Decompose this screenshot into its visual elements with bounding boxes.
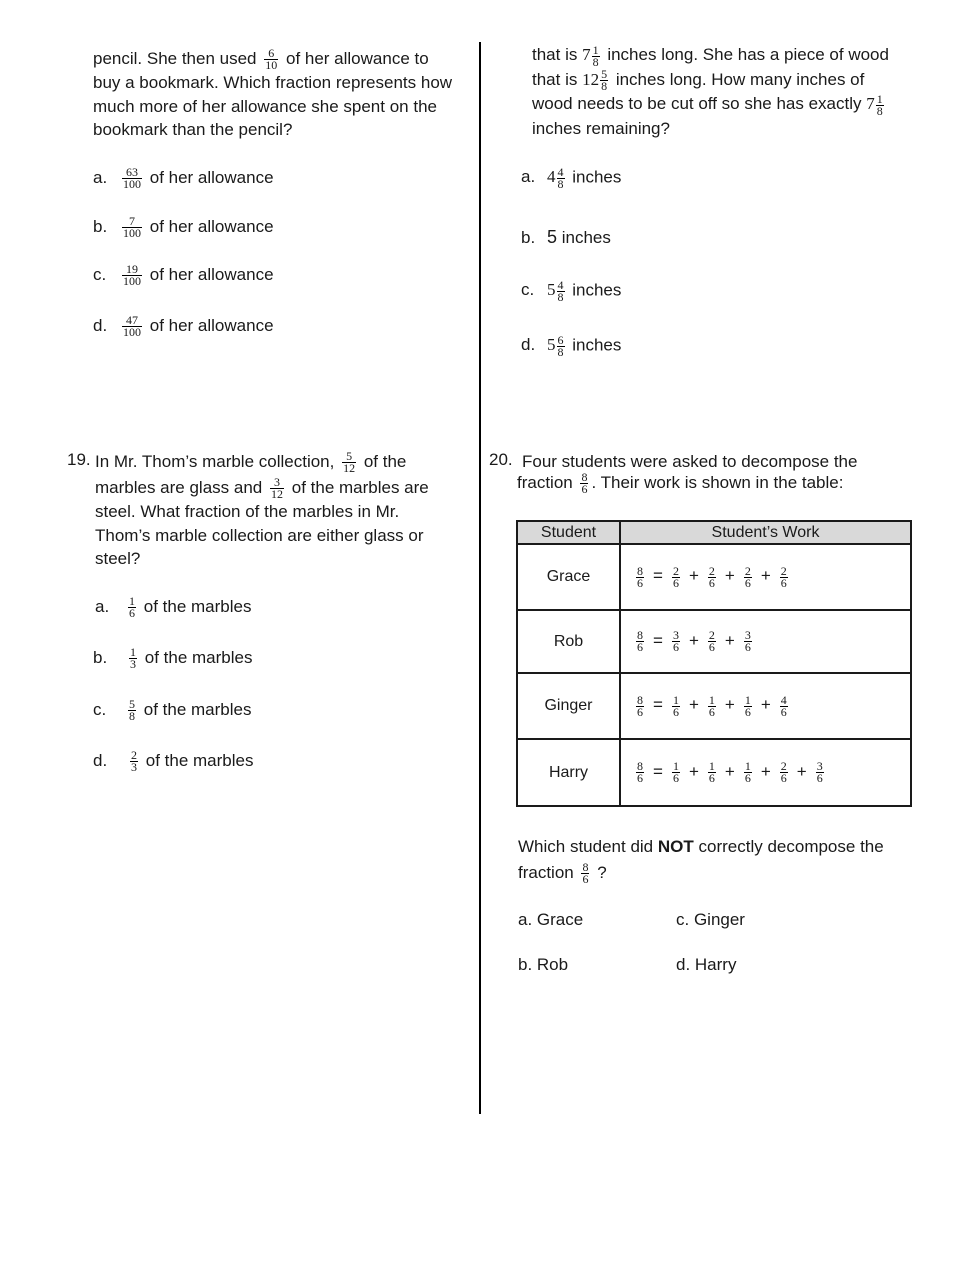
q18a-line1-pre: pencil. She then used	[93, 49, 257, 68]
fraction: $\frac{6}{10}$	[265, 46, 278, 73]
equals-sign: =	[653, 761, 663, 781]
mixed-number: 5 $\frac{4}{8}$	[547, 278, 564, 304]
q19-number: 19.	[67, 450, 91, 469]
fraction: $\frac{8}{6}$	[637, 759, 643, 785]
q18a-line1-post: of her allowance to	[285, 49, 429, 68]
q20-choice-d[interactable]: d. Harry	[676, 955, 737, 974]
fraction: $\frac{5}{12}$	[343, 449, 356, 476]
plus-sign: +	[760, 761, 771, 781]
student-work	[620, 544, 911, 610]
mixed-number: 5 $\frac{6}{8}$	[547, 333, 564, 359]
q20-line1: Four students were asked to decompose the	[522, 452, 858, 471]
student-name: Harry	[517, 739, 620, 806]
plus-sign: +	[796, 761, 807, 781]
mixed-number: 7 $\frac{1}{8}$	[582, 42, 599, 69]
q18b-choice-a[interactable]: a. 4 $\frac{4}{8}$ inches	[521, 165, 622, 191]
fraction: $\frac{3}{6}$	[744, 628, 751, 654]
mixed-number: 12 $\frac{5}{8}$	[582, 67, 608, 94]
fraction: $\frac{2}{6}$	[780, 759, 787, 785]
fraction: $\frac{8}{6}$	[637, 692, 643, 719]
q18b-choice-c[interactable]: c. 5 $\frac{4}{8}$ inches	[521, 278, 622, 304]
fraction: $\frac{8}{6}$	[637, 563, 643, 590]
fraction: $\frac{1}{6}$	[708, 692, 715, 719]
q19-stem: In Mr. Thom’s marble collection, $\frac{5}{12}$ of the marbles are glass and $\frac{3}{12}$ of the marbles are steel. What fraction of the marbles in Mr. Thom’s marble collection are either glass or steel?	[95, 449, 429, 569]
q18a-line4: bookmark than the pencil?	[93, 120, 293, 140]
q18a-choice-a[interactable]: a. $\frac{63}{100}$ of her allowance	[93, 165, 274, 191]
fraction: $\frac{1}{6}$	[129, 594, 135, 620]
equals-sign: =	[653, 695, 663, 715]
fraction: $\frac{19}{100}$	[123, 262, 141, 288]
q20-number: 20.	[489, 450, 513, 469]
fraction: $\frac{4}{6}$	[780, 692, 787, 719]
plus-sign: +	[724, 761, 735, 781]
q19-choice-d[interactable]: d. $\frac{2}{3}$ of the marbles	[93, 748, 254, 774]
q18b-choice-b[interactable]: b. 5 inches	[521, 227, 611, 247]
fraction: $\frac{8}{6}$	[581, 470, 588, 496]
plus-sign: +	[724, 566, 735, 586]
q18a-choice-b[interactable]: b. $\frac{7}{100}$ of her allowance	[93, 214, 274, 240]
table-row	[517, 739, 911, 806]
fraction: $\frac{1}{6}$	[672, 692, 679, 719]
plus-sign: +	[688, 761, 699, 781]
header-work: Student’s Work	[620, 521, 911, 544]
fraction: $\frac{2}{6}$	[708, 628, 715, 654]
q18a-choice-c[interactable]: c. $\frac{19}{100}$ of her allowance	[93, 262, 274, 288]
table-row	[517, 673, 911, 739]
plus-sign: +	[724, 695, 735, 715]
plus-sign: +	[760, 566, 771, 586]
q18a-stem	[93, 47, 473, 142]
fraction: $\frac{1}{6}$	[744, 759, 751, 785]
fraction: $\frac{1}{6}$	[672, 759, 679, 785]
fraction: $\frac{2}{6}$	[708, 563, 715, 590]
q18a-line3: much more of her allowance she spent on the	[93, 96, 437, 116]
q18a-line2: buy a bookmark. Which fraction represents how	[93, 73, 453, 93]
plus-sign: +	[688, 630, 699, 650]
equals-sign: =	[653, 566, 663, 586]
fraction: $\frac{2}{3}$	[131, 748, 137, 774]
plus-sign: +	[760, 695, 771, 715]
plus-sign: +	[688, 695, 699, 715]
student-work	[620, 739, 911, 806]
equals-sign: =	[653, 630, 663, 650]
emphasis-not: NOT	[657, 837, 694, 856]
student-work	[620, 673, 911, 739]
q19-choice-c[interactable]: c. $\frac{5}{8}$ of the marbles	[93, 697, 252, 723]
q20-line2: fraction $\frac{8}{6}$ . Their work is shown in the table:	[517, 470, 844, 496]
student-name: Rob	[517, 610, 620, 673]
q20-choice-c[interactable]: c. Ginger	[676, 910, 745, 929]
student-work	[620, 610, 911, 673]
mixed-number: 4 $\frac{4}{8}$	[547, 165, 564, 191]
fraction: $\frac{3}{12}$	[271, 475, 283, 502]
fraction: $\frac{7}{100}$	[123, 214, 141, 240]
header-student: Student	[517, 521, 620, 544]
q18b-choice-d[interactable]: d. 5 $\frac{6}{8}$ inches	[521, 333, 622, 359]
fraction: $\frac{1}{6}$	[708, 759, 715, 785]
decomposition-table	[516, 520, 912, 807]
q19-choice-a[interactable]: a. $\frac{1}{6}$ of the marbles	[95, 594, 252, 620]
plus-sign: +	[688, 566, 699, 586]
fraction: $\frac{8}{6}$	[582, 859, 589, 886]
fraction: $\frac{47}{100}$	[123, 313, 141, 339]
fraction: $\frac{1}{3}$	[130, 645, 136, 671]
student-name: Ginger	[517, 673, 620, 739]
fraction: $\frac{2}{6}$	[672, 563, 679, 590]
column-divider	[479, 42, 481, 1114]
fraction: $\frac{3}{6}$	[816, 759, 823, 785]
table-row	[517, 610, 911, 673]
fraction: $\frac{8}{6}$	[637, 628, 643, 654]
fraction: $\frac{1}{6}$	[744, 692, 751, 719]
table-header-row	[517, 521, 911, 544]
student-name: Grace	[517, 544, 620, 610]
fraction: $\frac{63}{100}$	[123, 165, 141, 191]
plus-sign: +	[724, 630, 735, 650]
q19-choice-b[interactable]: b. $\frac{1}{3}$ of the marbles	[93, 645, 253, 671]
fraction: $\frac{3}{6}$	[672, 628, 679, 654]
mixed-number: 7 $\frac{1}{8}$	[866, 91, 883, 118]
q18b-stem: that is 7 $\frac{1}{8}$ inches long. She has a piece of wood that is 12 $\frac{5}{8}$ inches long. How many inches of wood needs to be cut off so she has exactly 7 $\frac{1}{8}$ inches remaining?	[532, 42, 889, 138]
q20-choice-a[interactable]: a. Grace	[518, 910, 584, 929]
q18a-choice-d[interactable]: d. $\frac{47}{100}$ of her allowance	[93, 313, 274, 339]
q20-question: Which student did NOT correctly decompose the fraction $\frac{8}{6}$ ?	[518, 837, 884, 886]
fraction: $\frac{2}{6}$	[744, 563, 751, 590]
fraction: $\frac{2}{6}$	[780, 563, 787, 590]
fraction: $\frac{5}{8}$	[129, 697, 135, 723]
q20-choice-b[interactable]: b. Rob	[518, 955, 569, 974]
table-row	[517, 544, 911, 610]
